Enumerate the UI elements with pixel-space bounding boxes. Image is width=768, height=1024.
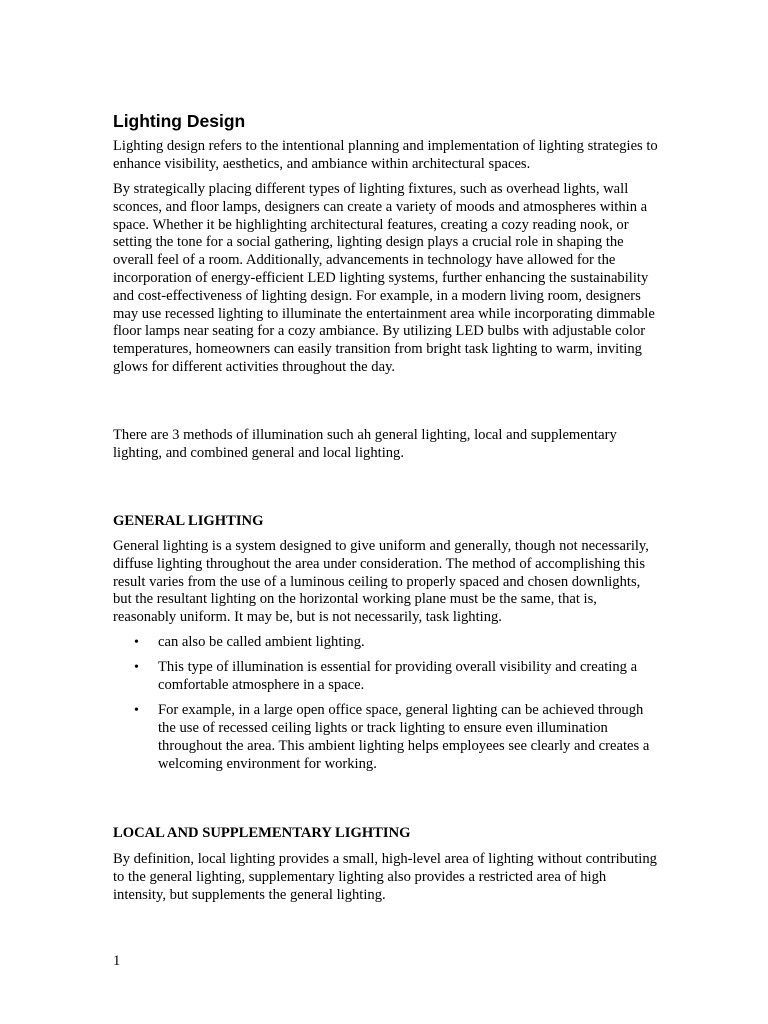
methods-paragraph: There are 3 methods of illumination such ah general lighting, local and supplementary lighting, and combined general and local lighting. [113,427,617,461]
intro-paragraph: Lighting design refers to the intentional planning and implementation of lighting strategies to enhance visibility, aesthetics, and ambiance within architectural spaces. [113,138,658,172]
bullet-item [113,659,658,695]
document-title: Lighting Design [113,111,246,131]
bullet-item [113,702,658,773]
general-lighting-heading: GENERAL LIGHTING [113,513,264,529]
bullet-item [113,634,658,652]
local-lighting-heading: LOCAL AND SUPPLEMENTARY LIGHTING [113,825,411,841]
bullet-text: For example, in a large open office space, general lighting can be achieved through the use of recessed ceiling lights or track lighting to ensure even illumination throughout the area. This ambient lighting helps employees see clearly and creates a welcoming environment for working. [158,702,650,772]
local-lighting-paragraph: By definition, local lighting provides a small, high-level area of lighting without contributing to the general lighting, supplementary lighting also provides a restricted area of high intensity, but supplements the general lighting. [113,851,657,903]
body-paragraph: By strategically placing different types of lighting fixtures, such as overhead lights, wall sconces, and floor lamps, designers can create a variety of moods and atmospheres within a space. Whether it be highlighting architectural features, creating a cozy reading nook, or setting the tone for a social gathering, lighting design plays a crucial role in shaping the overall feel of a room. Additionally, advancements in technology have allowed for the incorporation of energy-efficient LED lighting systems, further enhancing the sustainability and cost-effectiveness of lighting design. For example, in a modern living room, designers may use recessed lighting to illuminate the entertainment area while incorporating dimmable floor lamps near seating for a cozy ambiance. By utilizing LED bulbs with adjustable color temperatures, homeowners can easily transition from bright task lighting to warm, inviting glows for different activities throughout the day. [113,181,655,375]
page-number: 1 [113,953,121,969]
bullet-text: can also be called ambient lighting. [158,634,365,650]
bullet-text: This type of illumination is essential for providing overall visibility and creating a comfortable atmosphere in a space. [158,659,638,694]
bullet-icon: • [134,635,139,650]
general-lighting-bullet-list [113,634,658,781]
bullet-icon: • [134,703,139,719]
bullet-icon: • [134,660,139,676]
general-lighting-paragraph: General lighting is a system designed to give uniform and generally, though not necessarily, diffuse lighting throughout the area under consideration. The method of accomplishing this result varies from the use of a luminous ceiling to properly spaced and chosen downlights, but the resultant lighting on the horizontal working plane must be the same, that is, reasonably uniform. It may be, but is not necessarily, task lighting. [113,538,649,626]
document-page [113,0,658,1024]
